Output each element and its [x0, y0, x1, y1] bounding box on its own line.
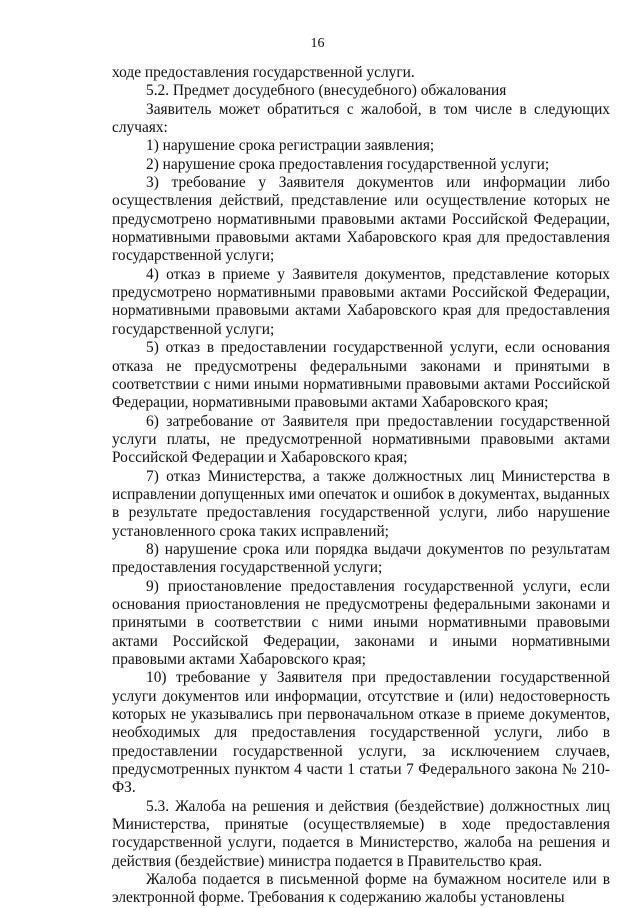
- list-item-4: 4) отказ в приеме у Заявителя документов, представление которых предусмотрено нормативными правовыми актами Российской Федерации, нормативными правовыми актами Хабаровского края для предоставления государственной услуги;: [112, 265, 610, 338]
- paragraph-intro: Заявитель может обратиться с жалобой, в том числе в следующих случаях:: [112, 100, 610, 137]
- list-item-6: 6) затребование от Заявителя при предоставлении государственной услуги платы, не предусмотренной нормативными правовыми актами Российской Федерации и Хабаровского края;: [112, 412, 610, 467]
- list-item-9: 9) приостановление предоставления государственной услуги, если основания приостановления не предусмотрены федеральными законами и принятыми в соответствии с ними иными нормативными правовыми актами Российской Федерации, законами и иными нормативными правовыми актами Хабаровского края;: [112, 577, 610, 668]
- list-item-5: 5) отказ в предоставлении государственной услуги, если основания отказа не предусмотрены федеральными законами и принятыми в соответствии с ними иными нормативными правовыми актами Российской Федерации, нормативными правовыми актами Хабаровского края;: [112, 339, 610, 412]
- paragraph-continuation: ходе предоставления государственной услуги.: [112, 64, 415, 81]
- section-5-3: 5.3. Жалоба на решения и действия (бездействие) должностных лиц Министерства, принятые (осуществляемые) в ходе предоставления государственной услуги, подается в Министерство, жалоба на решения и действия (бездействие) министра подается в Правительство края.: [112, 797, 610, 870]
- list-item-8: 8) нарушение срока или порядка выдачи документов по результатам предоставления государственной услуги;: [112, 540, 610, 577]
- list-item-10: 10) требование у Заявителя при предоставлении государственной услуги документов или информации, отсутствие и (или) недостоверность которых не указывались при первоначальном отказе в приеме документов, необходимых для предоставления государственной услуги, либо в предоставлении государственной услуги, за исключением случаев, предусмотренных пунктом 4 части 1 статьи 7 Федерального закона № 210-ФЗ.: [112, 669, 610, 797]
- paragraph-complaint-form: Жалоба подается в письменной форме на бумажном носителе или в электронной форме. Требования к содержанию жалобы установлены: [112, 871, 610, 907]
- list-item-7: 7) отказ Министерства, а также должностных лиц Министерства в исправлении допущенных ими опечаток и ошибок в документах, выданных в результате предоставления государственной услуги, либо нарушение установленного срока таких исправлений;: [112, 467, 610, 540]
- page-number: 16: [310, 36, 325, 51]
- list-item-1: 1) нарушение срока регистрации заявления;: [146, 137, 435, 155]
- document-body: [112, 64, 610, 908]
- list-item-3: 3) требование у Заявителя документов или информации либо осуществления действий, представление или осуществление которых не предусмотрено нормативными правовыми актами Российской Федерации, нормативными правовыми актами Хабаровского края для предоставления государственной услуги;: [112, 174, 610, 265]
- list-item-2: 2) нарушение срока предоставления государственной услуги;: [146, 155, 550, 173]
- section-heading-5-2: 5.2. Предмет досудебного (внесудебного) обжалования: [146, 82, 507, 100]
